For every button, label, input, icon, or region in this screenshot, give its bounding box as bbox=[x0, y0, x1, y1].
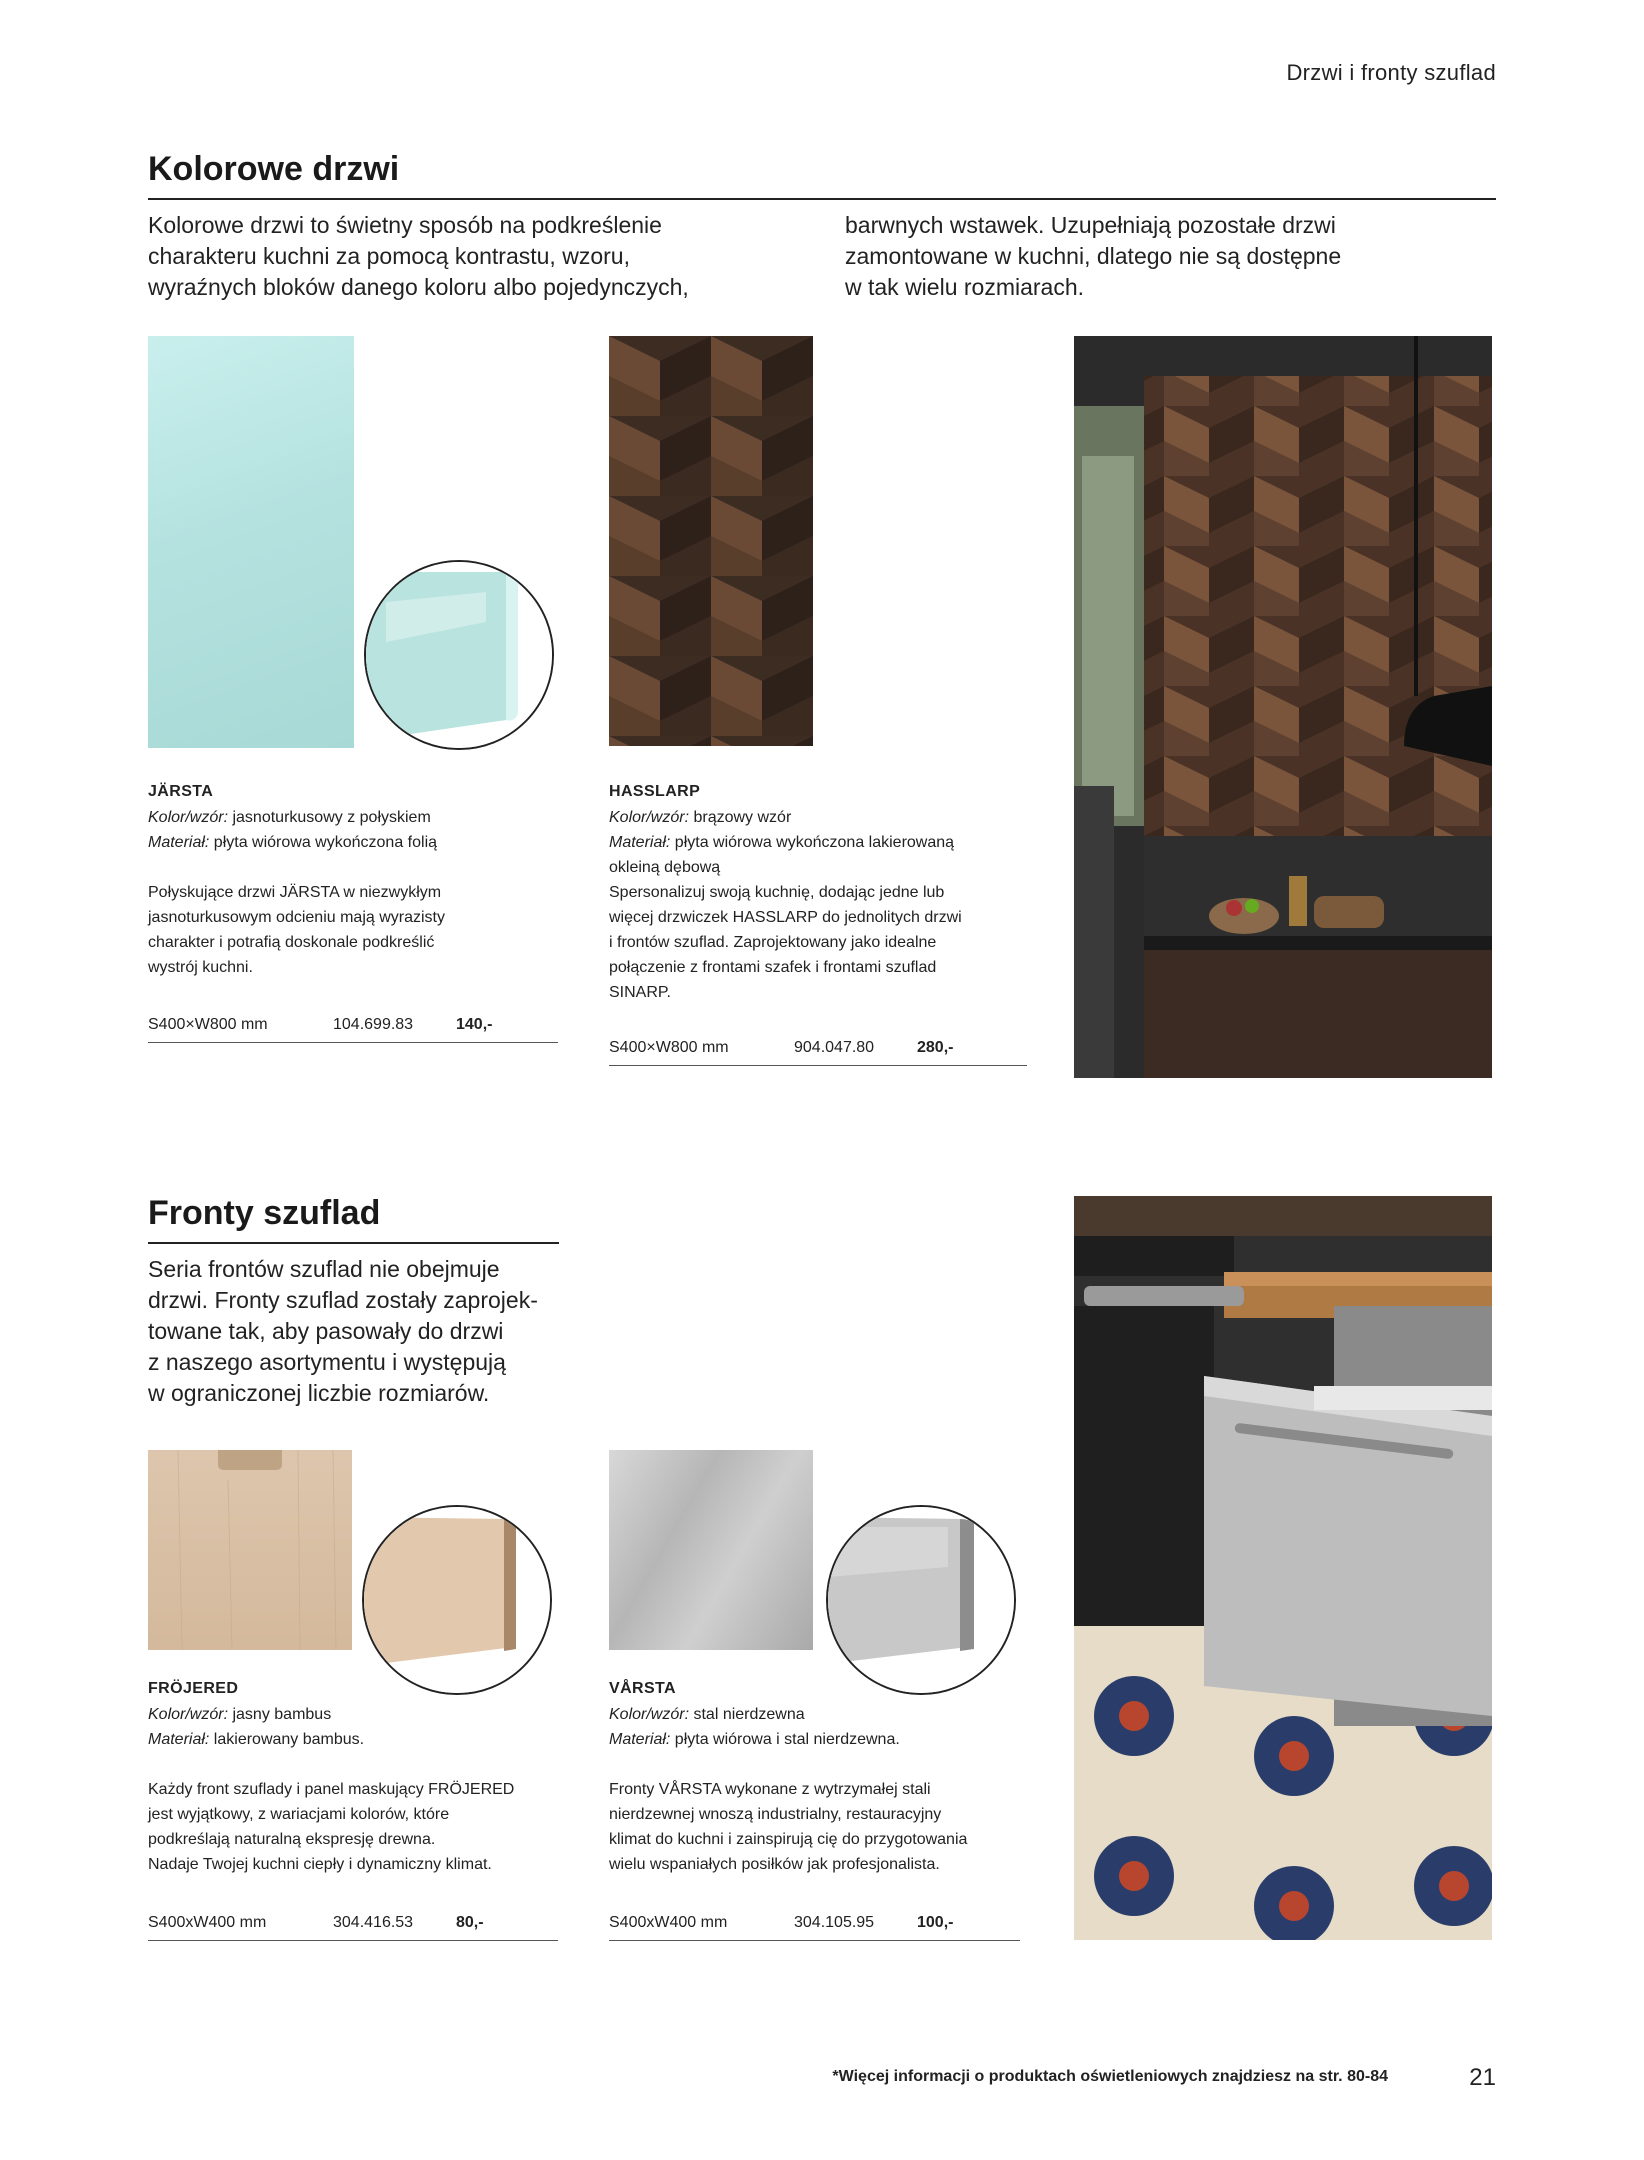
jarsta-detail-zoom bbox=[364, 560, 554, 750]
section-label: Drzwi i fronty szuflad bbox=[1286, 60, 1496, 85]
kitchen-photo-drawer bbox=[1074, 1196, 1492, 1940]
size: S400×W800 mm bbox=[609, 1039, 729, 1056]
material-spec: Materiał: płyta wiórowa wykończona lakierowaną bbox=[609, 834, 955, 851]
material-spec: Materiał: płyta wiórowa wykończona folią bbox=[148, 834, 438, 851]
intro-line: barwnych wstawek. Uzupełniają pozostałe drzwi bbox=[845, 212, 1336, 238]
intro-line: zamontowane w kuchni, dlatego nie są dostępne bbox=[845, 243, 1342, 269]
intro-line: towane tak, aby pasowały do drzwi bbox=[148, 1318, 504, 1344]
section-title-colored-doors: Kolorowe drzwi bbox=[148, 150, 400, 188]
product-specs-varsta bbox=[609, 1702, 1049, 1752]
article-number: 104.699.83 bbox=[333, 1016, 414, 1033]
product-description-jarsta: Połyskujące drzwi JÄRSTA w niezwykłym jasnoturkusowym odcieniu mają wyrazisty charakter i potrafią doskonale podkreślić wystrój kuchni. bbox=[148, 884, 445, 976]
color-spec: Kolor/wzór: jasnoturkusowy z połyskiem bbox=[148, 809, 431, 826]
title-rule bbox=[148, 1242, 559, 1244]
price-row-varsta bbox=[609, 1914, 1020, 1941]
varsta-drawer-image bbox=[609, 1450, 813, 1650]
size: S400xW400 mm bbox=[148, 1914, 267, 1931]
size: S400xW400 mm bbox=[609, 1914, 728, 1931]
frojered-drawer-image bbox=[148, 1450, 352, 1650]
intro-column-1 bbox=[148, 210, 788, 303]
material-spec: Materiał: lakierowany bambus. bbox=[148, 1731, 365, 1748]
product-description-frojered: Każdy front szuflady i panel maskujący FRÖJERED jest wyjątkowy, z wariacjami kolorów, które podkreślają naturalną ekspresję drewna. Nadaje Twojej kuchni ciepły i dynamiczny klimat. bbox=[148, 1781, 515, 1873]
intro-line: w ograniczonej liczbie rozmiarów. bbox=[148, 1380, 490, 1406]
jarsta-door-image bbox=[148, 336, 354, 748]
article-number: 304.416.53 bbox=[333, 1914, 414, 1931]
color-spec: Kolor/wzór: brązowy wzór bbox=[609, 809, 792, 826]
price: 80,- bbox=[456, 1914, 484, 1931]
hasslarp-door-image bbox=[609, 336, 813, 746]
intro-line: Kolorowe drzwi to świetny sposób na podkreślenie bbox=[148, 212, 662, 238]
price-row-jarsta bbox=[148, 1016, 558, 1043]
kitchen-photo-brown bbox=[1074, 336, 1492, 1078]
drawer-fronts-intro bbox=[148, 1254, 568, 1409]
varsta-detail-zoom bbox=[826, 1505, 1016, 1695]
intro-line: w tak wielu rozmiarach. bbox=[845, 274, 1085, 300]
article-number: 304.105.95 bbox=[794, 1914, 875, 1931]
price: 140,- bbox=[456, 1016, 493, 1033]
title-rule bbox=[148, 198, 1496, 200]
price: 280,- bbox=[917, 1039, 954, 1056]
price-row-frojered bbox=[148, 1914, 558, 1941]
product-description-varsta: Fronty VÅRSTA wykonane z wytrzymałej stali nierdzewnej wnoszą industrialny, restauracyjny klimat do kuchni i zainspirują cię do przygotowania wielu wspaniałych posiłków jak profesjonalista. bbox=[609, 1781, 968, 1873]
product-name-hasslarp: HASSLARP bbox=[609, 783, 701, 800]
section-title-drawer-fronts: Fronty szuflad bbox=[148, 1194, 381, 1232]
price-row-hasslarp bbox=[609, 1039, 1027, 1066]
product-specs-frojered bbox=[148, 1702, 568, 1752]
price: 100,- bbox=[917, 1914, 954, 1931]
product-name-frojered: FRÖJERED bbox=[148, 1680, 239, 1697]
intro-line: charakteru kuchni za pomocą kontrastu, wzoru, bbox=[148, 243, 630, 269]
frojered-detail-zoom bbox=[362, 1505, 552, 1695]
product-name-varsta: VÅRSTA bbox=[609, 1680, 676, 1697]
material-spec: Materiał: płyta wiórowa i stal nierdzewna. bbox=[609, 1731, 900, 1748]
color-spec: Kolor/wzór: stal nierdzewna bbox=[609, 1706, 805, 1723]
product-specs-jarsta bbox=[148, 805, 548, 855]
article-number: 904.047.80 bbox=[794, 1039, 875, 1056]
page-number: 21 bbox=[1469, 2064, 1496, 2091]
product-specs-hasslarp: Kolor/wzór: brązowy wzór Materiał: płyta wiórowa wykończona lakierowaną okleiną dębową Spersonalizuj swoją kuchnię, dodając jedne lub więcej drzwiczek HASSLARP do jednolitych drzwi i frontów szuflad. Zaprojektowany jako idealne połączenie z frontami szafek i frontami szuflad SINARP. bbox=[609, 805, 1049, 1005]
intro-line: Seria frontów szuflad nie obejmuje bbox=[148, 1256, 500, 1282]
size: S400×W800 mm bbox=[148, 1016, 268, 1033]
intro-line: wyraźnych bloków danego koloru albo pojedynczych, bbox=[148, 274, 689, 300]
color-spec: Kolor/wzór: jasny bambus bbox=[148, 1706, 332, 1723]
intro-column-2 bbox=[845, 210, 1445, 303]
intro-line: z naszego asortymentu i występują bbox=[148, 1349, 506, 1375]
intro-line: drzwi. Fronty szuflad zostały zaprojek- bbox=[148, 1287, 538, 1313]
product-name-jarsta: JÄRSTA bbox=[148, 783, 214, 800]
footer-note: *Więcej informacji o produktach oświetleniowych znajdziesz na str. 80-84 bbox=[832, 2068, 1388, 2085]
